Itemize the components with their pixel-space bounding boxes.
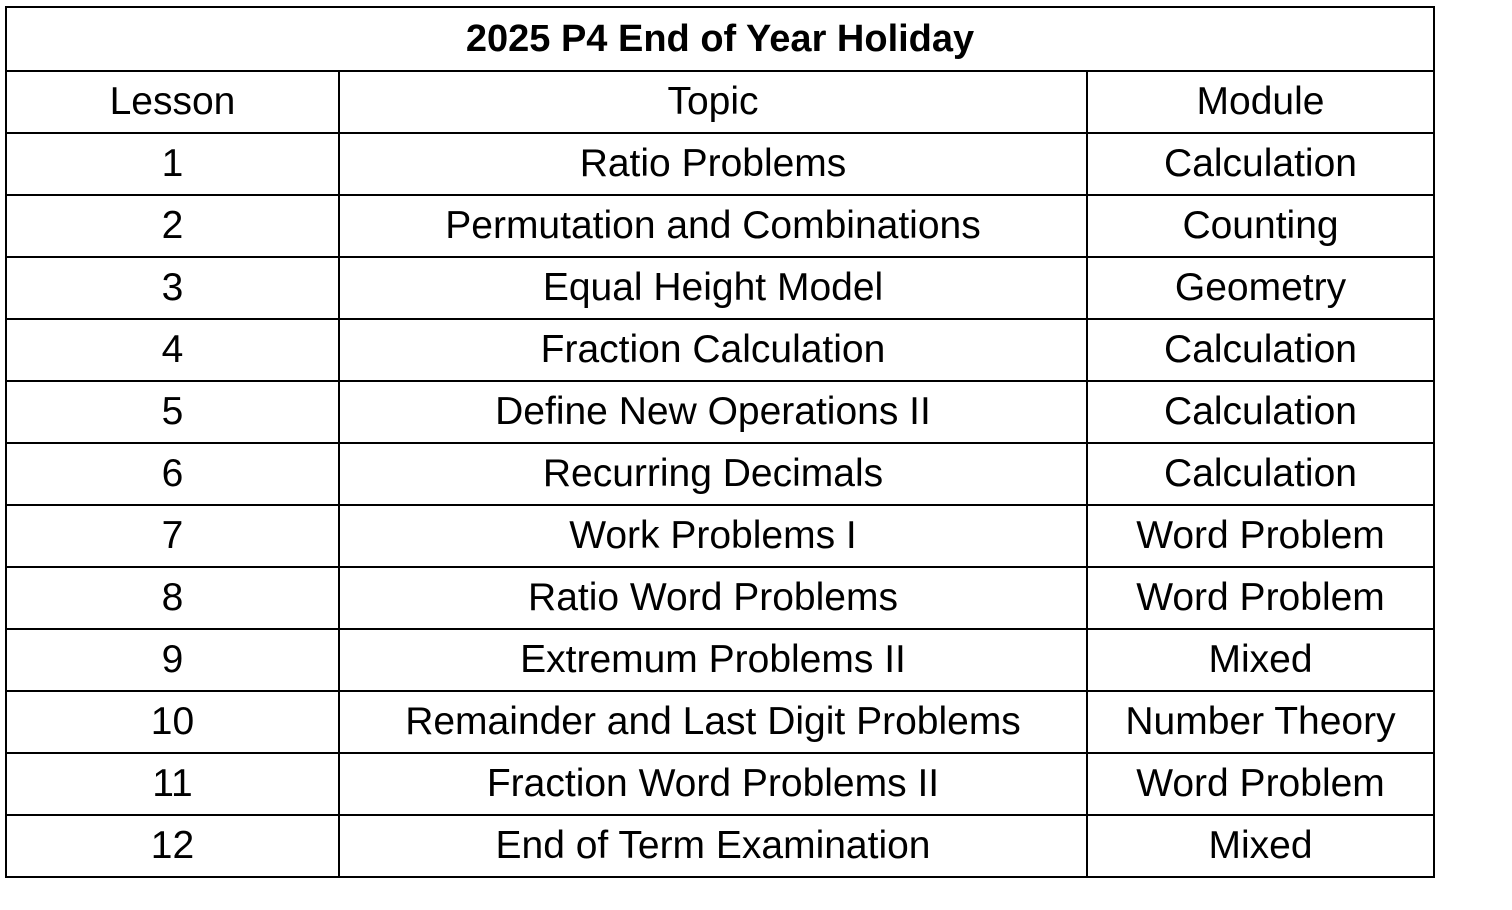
module-cell: Mixed xyxy=(1087,629,1434,691)
module-cell: Calculation xyxy=(1087,133,1434,195)
table-row xyxy=(6,567,1434,629)
lesson-cell: 5 xyxy=(6,381,339,443)
lesson-cell: 12 xyxy=(6,815,339,877)
topic-cell: Remainder and Last Digit Problems xyxy=(339,691,1087,753)
lesson-cell: 2 xyxy=(6,195,339,257)
table-row xyxy=(6,815,1434,877)
module-cell: Word Problem xyxy=(1087,505,1434,567)
module-cell: Mixed xyxy=(1087,815,1434,877)
topic-cell: Fraction Word Problems II xyxy=(339,753,1087,815)
module-cell: Calculation xyxy=(1087,381,1434,443)
topic-cell: Equal Height Model xyxy=(339,257,1087,319)
table-row xyxy=(6,133,1434,195)
topic-cell: End of Term Examination xyxy=(339,815,1087,877)
lesson-cell: 11 xyxy=(6,753,339,815)
module-cell: Geometry xyxy=(1087,257,1434,319)
table-row xyxy=(6,505,1434,567)
module-cell: Counting xyxy=(1087,195,1434,257)
topic-cell: Define New Operations II xyxy=(339,381,1087,443)
lesson-cell: 7 xyxy=(6,505,339,567)
topic-cell: Extremum Problems II xyxy=(339,629,1087,691)
lesson-cell: 3 xyxy=(6,257,339,319)
topic-cell: Permutation and Combinations xyxy=(339,195,1087,257)
schedule-table xyxy=(5,6,1435,878)
header-topic: Topic xyxy=(339,71,1087,133)
table-title: 2025 P4 End of Year Holiday xyxy=(6,7,1434,71)
table-row xyxy=(6,753,1434,815)
table-row xyxy=(6,319,1434,381)
lesson-cell: 6 xyxy=(6,443,339,505)
table-body xyxy=(6,133,1434,877)
table-row xyxy=(6,195,1434,257)
module-cell: Calculation xyxy=(1087,443,1434,505)
module-cell: Word Problem xyxy=(1087,567,1434,629)
header-row xyxy=(6,71,1434,133)
header-module: Module xyxy=(1087,71,1434,133)
topic-cell: Ratio Word Problems xyxy=(339,567,1087,629)
table-row xyxy=(6,629,1434,691)
lesson-cell: 8 xyxy=(6,567,339,629)
table-row xyxy=(6,381,1434,443)
lesson-cell: 9 xyxy=(6,629,339,691)
topic-cell: Fraction Calculation xyxy=(339,319,1087,381)
header-lesson: Lesson xyxy=(6,71,339,133)
table-row xyxy=(6,691,1434,753)
lesson-cell: 4 xyxy=(6,319,339,381)
title-row xyxy=(6,7,1434,71)
topic-cell: Ratio Problems xyxy=(339,133,1087,195)
module-cell: Word Problem xyxy=(1087,753,1434,815)
module-cell: Calculation xyxy=(1087,319,1434,381)
table-row xyxy=(6,257,1434,319)
topic-cell: Recurring Decimals xyxy=(339,443,1087,505)
lesson-cell: 1 xyxy=(6,133,339,195)
topic-cell: Work Problems I xyxy=(339,505,1087,567)
lesson-cell: 10 xyxy=(6,691,339,753)
table-row xyxy=(6,443,1434,505)
module-cell: Number Theory xyxy=(1087,691,1434,753)
